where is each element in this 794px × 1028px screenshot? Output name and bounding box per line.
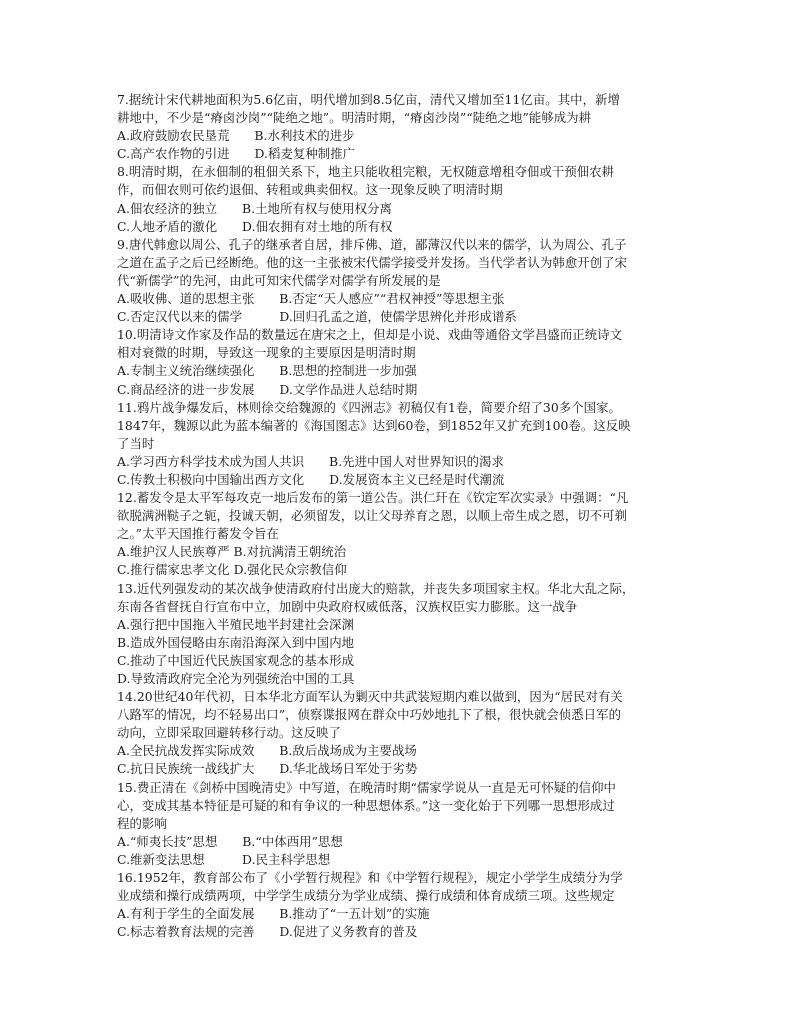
question-stem-line: 作，而佃农则可依约退佃、转租或典卖佃权。这一现象反映了明清时期 [117, 182, 503, 198]
answer-options: C.维新变法思想 D.民主科学思想 [117, 851, 331, 867]
question-stem-line: 业成绩和操行成绩两项，中学学生成绩分为学业成绩、操行成绩和体育成绩三项。这些规定 [117, 888, 615, 904]
question-stem-line: 耕地中，不少是“瘠卤沙岗”“陡绝之地”。明清时期，“瘠卤沙岗”“陡绝之地”能够成为耕 [117, 110, 592, 126]
answer-options: A.强行把中国拖入半殖民地半封建社会深渊 [117, 616, 354, 632]
answer-options: A.维护汉人民族尊严 B.对抗满清王朝统治 [117, 544, 347, 560]
question-stem-line: 欲脱满洲鞑子之轭，投诚天朝，必须留发，以让父母养育之恩，以顺上帝生成之恩，切不可剃 [117, 508, 628, 524]
answer-options: D.导致清政府完全沦为列强统治中国的工具 [117, 671, 355, 686]
question-8 [117, 163, 682, 235]
question-stem-line: 相对衰微的时期，导致这一现象的主要原因是明清时期 [117, 345, 416, 361]
question-stem-line: 之。”太平天国推行蓄发令旨在 [117, 526, 279, 542]
question-11 [117, 399, 682, 489]
answer-options: C.传教士积极向中国输出西方文化 D.发展资本主义已经是时代潮流 [117, 471, 505, 487]
answer-options: C.商品经济的进一步发展 D.文学作品进人总结时期 [117, 381, 418, 397]
answer-options: A.佃农经济的独立 B.土地所有权与使用权分离 [117, 200, 392, 216]
question-stem-line: 12.蓄发令是太平军每攻克一地后发布的第一道公告。洪仁玕在《钦定军次实录》中强调：“凡 [117, 490, 629, 506]
question-stem-line: 了当时 [117, 435, 155, 451]
question-9 [117, 236, 682, 326]
question-stem-line: 1847年，魏源以此为蓝本编著的《海国图志》达到60卷，到1852年又扩充到100卷。这反映 [117, 417, 631, 433]
answer-options: A.“师夷长技”思想 B.“中体西用”思想 [117, 833, 343, 849]
question-stem-line: 7.据统计宋代耕地面积为5.6亿亩，明代增加到8.5亿亩，清代又增加至11亿亩。其中，新增 [117, 92, 620, 107]
question-stem-line: 11.鸦片战争爆发后，林则徐交给魏源的《四洲志》初稿仅有1卷，简要介绍了30多个国家。 [117, 399, 621, 415]
question-stem-line: 9.唐代韩愈以周公、孔子的继承者自居，排斥佛、道，鄙薄汉代以来的儒学，认为周公、孔子 [117, 236, 627, 252]
question-stem-line: 八路军的情况，均不轻易出口”，侦察谍报网在群众中巧妙地扎下了根，很快就会侦悉日军的 [117, 707, 622, 723]
question-10 [117, 326, 682, 398]
question-16 [117, 869, 682, 941]
question-stem-line: 14.20世纪40年代初，日本华北方面军认为剿灭中共武装短期内难以做到，因为“居民对有关 [117, 689, 623, 705]
question-stem-line: 动向，立即采取回避转移行动。这反映了 [117, 725, 341, 741]
question-stem-line: 之道在孟子之后已经断绝。他的这一主张被宋代儒学接受并发扬。当代学者认为韩愈开创了宋 [117, 254, 628, 270]
question-13 [117, 580, 682, 689]
question-stem-line: 心，变成其基本特征是可疑的和有争议的一种思想体系。”这一变化始于下列哪一思想形成过 [117, 797, 615, 813]
answer-options: A.专制主义统治继续强化 B.思想的控制进一步加强 [117, 363, 417, 379]
question-stem-line: 10.明清诗文作家及作品的数量远在唐宋之上，但却是小说、戏曲等通俗文学昌盛而正统诗文 [117, 327, 623, 343]
question-stem-line: 16.1952年，教育部公布了《小学暂行规程》和《中学暂行规程》，规定小学学生成绩分为学 [117, 870, 623, 886]
answer-options: C.推动了中国近代民族国家观念的基本形成 [117, 652, 355, 668]
answer-options: C.抗日民族统一战线扩大 D.华北战场日军处于劣势 [117, 761, 418, 777]
answer-options: A.政府鼓励农民垦荒 B.水利技术的进步 [117, 128, 355, 144]
answer-options: A.学习西方科学技术成为国人共识 B.先进中国人对世界知识的渴求 [117, 453, 504, 469]
answer-options: C.否定汉代以来的儒学 D.回归孔孟之道，使儒学思辨化并形成谱系 [117, 309, 517, 325]
answer-options: A.全民抗战发挥实际成效 B.敌后战场成为主要战场 [117, 743, 417, 759]
question-15 [117, 779, 682, 869]
question-stem-line: 13.近代列强发动的某次战争使清政府付出庞大的赔款，并丧失多项国家主权。华北大乱之际， [117, 580, 635, 596]
answer-options: A.有利于学生的全面发展 B.推动了“一五计划”的实施 [117, 906, 430, 922]
answer-options: C.推行儒家忠孝文化 D.强化民众宗教信仰 [117, 562, 347, 578]
question-stem-line: 代“新儒学”的先河，由此可知宋代儒学对儒学有所发展的是 [117, 272, 441, 288]
answer-options: C.人地矛盾的激化 D.佃农拥有对土地的所有权 [117, 218, 393, 234]
question-stem-line: 东南各省督抚自行宣布中立，加剧中央政府权威低落，汉族权臣实力膨胀。这一战争 [117, 598, 578, 614]
question-7 [117, 91, 682, 163]
question-14 [117, 688, 682, 778]
question-12 [117, 489, 682, 579]
question-stem-line: 8.明清时期，在永佃制的租佃关系下，地主只能收租完粮，无权随意增租夺佃或干预佃农耕 [117, 164, 615, 180]
question-stem-line: 15.费正清在《剑桥中国晚清史》中写道，在晚清时期“儒家学说从一直是无可怀疑的信仰中 [117, 779, 616, 795]
answer-options: C.高产农作物的引进 D.稻麦复种制推广 [117, 146, 356, 162]
answer-options: B.造成外国侵略由东南沿海深入到中国内地 [117, 634, 355, 650]
question-stem-line: 程的影响 [117, 815, 167, 831]
exam-questions [117, 91, 682, 941]
answer-options: C.标志着教育法规的完善 D.促进了义务教育的普及 [117, 924, 418, 940]
answer-options: A.吸收佛、道的思想主张 B.否定“天人感应”“君权神授”等思想主张 [117, 291, 505, 307]
